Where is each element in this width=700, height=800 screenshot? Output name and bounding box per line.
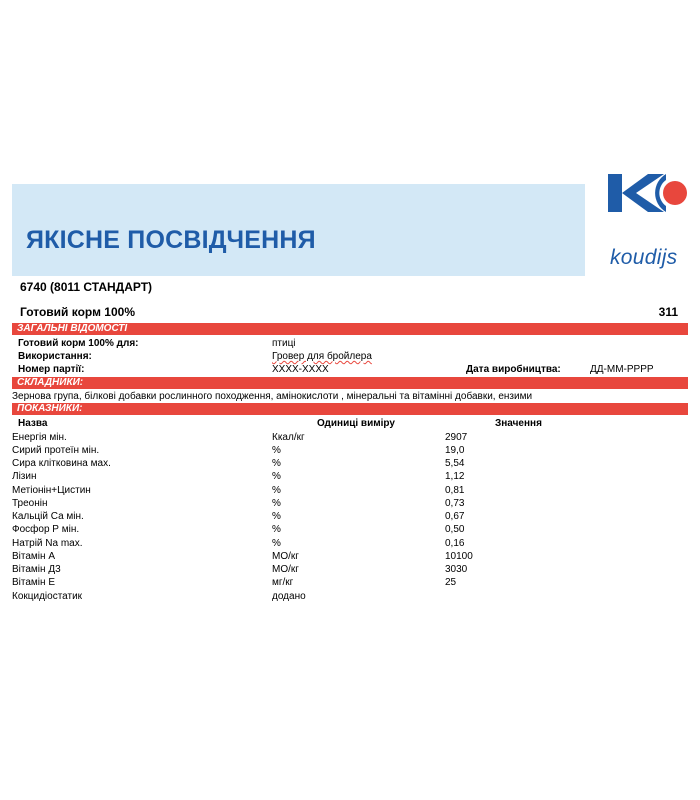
general-value: Гровер для бройлера [272,351,372,362]
product-name: Готовий корм 100% [20,305,136,319]
indicator-unit: % [272,445,281,456]
indicator-value: 25 [445,577,457,588]
indicator-unit: МО/кг [272,551,299,562]
general-section-heading: ЗАГАЛЬНІ ВІДОМОСТІ [12,323,688,335]
koudijs-logo-icon [604,170,690,246]
general-row [0,337,700,350]
production-date-value: ДД-ММ-РРРР [590,364,654,375]
indicator-unit: додано [272,591,306,602]
ingredients-section-heading: СКЛАДНИКИ: [12,377,688,389]
table-row [0,497,700,510]
production-date-label: Дата виробництва: [466,364,561,375]
general-row [0,363,700,376]
indicator-name: Вітамін Е [12,577,55,588]
page-title: ЯКІСНЕ ПОСВІДЧЕННЯ [26,226,316,254]
indicator-value: 19,0 [445,445,465,456]
column-header-unit: Одиниці виміру [317,418,395,429]
general-value: птиці [272,338,296,349]
table-row [0,523,700,536]
indicator-unit: Ккал/кг [272,432,305,443]
indicator-unit: % [272,458,281,469]
indicator-value: 5,54 [445,458,465,469]
product-code: 6740 (8011 СТАНДАРТ) [20,280,153,294]
table-row [0,431,700,444]
indicator-unit: % [272,485,281,496]
indicator-name: Енергія мін. [12,432,67,443]
table-row [0,470,700,483]
indicator-value: 0,73 [445,498,465,509]
ingredients-row [0,390,700,403]
indicator-unit: % [272,498,281,509]
indicators-section-heading: ПОКАЗНИКИ: [12,403,688,415]
table-row [0,576,700,589]
indicator-name: Вітамін Д3 [12,564,61,575]
indicator-value: 0,67 [445,511,465,522]
indicator-value: 0,81 [445,485,465,496]
general-label: Використання: [18,351,92,362]
table-row [0,537,700,550]
table-row [0,444,700,457]
indicator-name: Фосфор Р мін. [12,524,80,535]
logo-text: koudijs [610,246,678,269]
indicator-name: Вітамін А [12,551,55,562]
header-banner [12,184,585,276]
indicator-name: Треонін [12,498,48,509]
indicator-value: 0,16 [445,538,465,549]
indicators-header-row [0,417,700,430]
indicator-unit: % [272,524,281,535]
indicator-unit: МО/кг [272,564,299,575]
table-row [0,590,700,603]
column-header-value: Значення [495,418,542,429]
product-number: 311 [658,305,678,319]
table-row [0,484,700,497]
table-row [0,457,700,470]
indicator-value: 10100 [445,551,473,562]
indicator-name: Сира клітковина мах. [12,458,111,469]
indicator-value: 0,50 [445,524,465,535]
column-header-name: Назва [18,418,48,429]
indicator-name: Метіонін+Цистин [12,485,91,496]
indicator-name: Натрій Na max. [12,538,83,549]
general-label: Номер партії: [18,364,85,375]
indicator-unit: % [272,511,281,522]
general-value: XXXX-XXXX [272,364,329,375]
indicator-name: Лізин [12,471,37,482]
table-row [0,510,700,523]
indicator-unit: % [272,471,281,482]
indicator-value: 1,12 [445,471,465,482]
indicator-name: Кальцій Са мін. [12,511,84,522]
general-label: Готовий корм 100% для: [18,338,139,349]
ingredients-text: Зернова група, білкові добавки рослинного походження, амінокислоти , мінеральні та вітамінні добавки, ензими [12,391,533,402]
general-row [0,350,700,363]
indicator-value: 2907 [445,432,468,443]
table-row [0,550,700,563]
indicator-name: Сирий протеїн мін. [12,445,100,456]
indicator-value: 3030 [445,564,468,575]
indicator-unit: мг/кг [272,577,294,588]
indicator-name: Кокцидіостатик [12,591,83,602]
indicator-unit: % [272,538,281,549]
table-row [0,563,700,576]
